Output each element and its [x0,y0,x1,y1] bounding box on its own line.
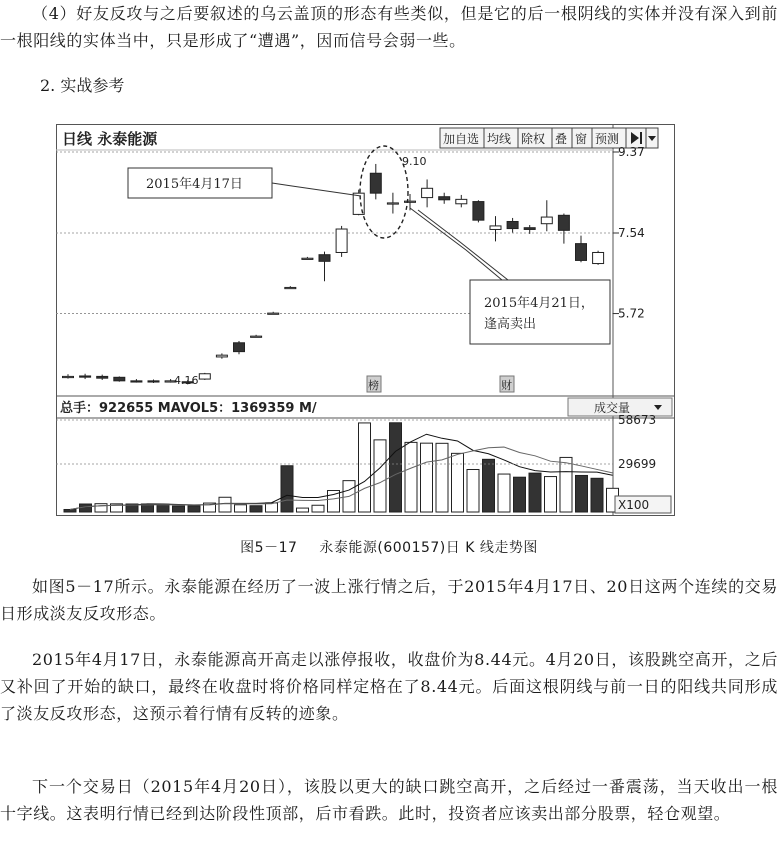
candle-body [114,377,125,381]
toolbar-label: 加自选 [443,132,480,146]
candle-body [405,201,416,202]
candle-body [251,336,262,337]
candle-body [80,376,91,377]
candle-body [576,244,587,261]
volume-bar-15 [297,508,309,512]
volume-bar-10 [219,497,231,512]
volume-bar-6 [157,504,169,512]
volume-bar-23 [421,443,433,512]
toolbar-button-2[interactable] [518,128,552,148]
toolbar-button-1[interactable] [484,128,518,148]
toolbar-label: 预测 [595,132,620,146]
volume-bar-22 [405,442,417,512]
volume-info: 总手：922655 MAVOL5：1369359 M/ [60,401,317,416]
candle-body [370,173,381,193]
volume-bar-33 [576,475,588,512]
candle-body [148,381,159,382]
volume-bar-34 [591,478,603,512]
callout-text-2a: 2015年4月21日， [484,296,594,311]
candle-body [131,381,142,382]
chart-title: 日线 永泰能源 [62,130,158,148]
candle-body [319,255,330,262]
candle-16 [336,226,347,257]
volume-bar-1 [80,504,92,512]
volume-bar-11 [235,505,247,512]
candle-31 [593,251,604,265]
price-tick-label: 5.72 [618,306,645,321]
body-paragraph-2: 2015年4月17日，永泰能源高开高走以涨停报收，收盘价为8.44元。4月20日，该股跳空高开，之后又补回了开始的缺口，最终在收盘时将价格同样定格在了8.44元。后面这根阴线与前一日的阳线共同形成了淡友反攻形态，这预示着行情有反转的迹象。 [0,650,778,723]
candle-3 [114,376,125,381]
candle-body [490,226,501,230]
volume-bar-31 [545,477,557,512]
volume-bar-30 [529,473,541,512]
candle-body [422,188,433,197]
candle-body [302,258,313,259]
peak-price-label: 9.10 [402,155,427,168]
body-paragraph-1: 如图5－17所示。永泰能源在经历了一波上涨行情之后，于2015年4月17日、20日这两个连续的交易日形成淡友反攻形态。 [0,577,778,623]
volume-bar-27 [483,459,495,512]
candle-body [524,228,535,230]
volume-bar-16 [312,505,324,512]
callout-box-2 [470,280,610,344]
volume-tick-label: 29699 [618,457,657,471]
candle-body [439,197,450,200]
kline-chart [56,124,675,516]
candle-body [285,287,296,288]
volume-bar-24 [436,443,448,512]
candle-body [97,376,108,378]
toolbar-label: 均线 [487,132,512,146]
low-price-label: 4.16 [174,374,199,387]
toolbar-menu-button[interactable] [646,128,658,148]
candle-body [473,202,484,221]
intro-paragraph: （4）好友反攻与之后要叙述的乌云盖顶的形态有些类似，但是它的后一根阴线的实体并没有深入到前一根阳线的实体当中，只是形成了“遭遇”，因而信号会弱一些。 [0,4,778,50]
candle-body [593,252,604,263]
volume-bar-0 [64,509,76,512]
marker-1: 榜 [368,379,379,392]
volume-bar-21 [390,423,402,512]
volume-bar-26 [467,470,479,512]
stock-chart-figure [56,124,675,516]
volume-bar-25 [452,453,464,512]
body-paragraph-3: 下一个交易日（2015年4月20日），该股以更大的缺口跳空高开，之后经过一番震荡，当天收出一根十字线。这表明行情已经到达阶段性顶部，后市看跌。此时，投资者应该卖出部分股票，轻仓观望。 [0,777,778,823]
toolbar-label: 窗 [575,132,588,146]
toolbar-button-0[interactable] [440,128,484,148]
volume-bar-7 [173,506,185,512]
candle-body [507,221,518,228]
volume-bar-14 [281,466,293,512]
marker-2: 财 [501,379,512,392]
caption-number: 图5－17 [240,540,298,556]
candle-body [234,343,245,352]
candle-body [336,229,347,252]
price-tick-label: 9.37 [618,145,645,159]
toolbar-button-4[interactable] [572,128,592,148]
figure-caption [0,537,778,557]
volume-bar-2 [95,504,107,512]
volume-select-label: 成交量 [594,401,631,415]
toolbar-button-3[interactable] [552,128,572,148]
candle-body [216,355,227,357]
candle-24 [473,200,484,222]
candle-body [456,199,467,203]
candle-body [199,374,210,379]
caption-text: 永泰能源(600157)日 K 线走势图 [319,540,538,556]
volume-bar-32 [560,457,572,512]
volume-bar-8 [188,506,200,512]
price-tick-label: 7.54 [618,226,645,240]
candle-body [387,203,398,204]
candle-body [63,376,74,377]
volume-bar-19 [359,423,371,512]
section-heading: 2. 实战参考 [40,76,125,95]
candle-8 [199,373,210,380]
toolbar-label: 除权 [521,132,546,146]
volume-bar-12 [250,506,262,512]
candle-body [268,313,279,314]
volume-bar-20 [374,440,386,512]
volume-bar-28 [498,474,510,512]
candle-body [558,215,569,230]
volume-tick-label: X100 [618,498,650,512]
volume-tick-label: 58673 [618,413,657,427]
toolbar-label: 叠 [555,132,568,146]
volume-bar-29 [514,477,526,512]
callout-text-2b: 逢高卖出 [484,317,537,332]
candle-body [541,217,552,224]
callout-text-1: 2015年4月17日 [146,177,243,192]
